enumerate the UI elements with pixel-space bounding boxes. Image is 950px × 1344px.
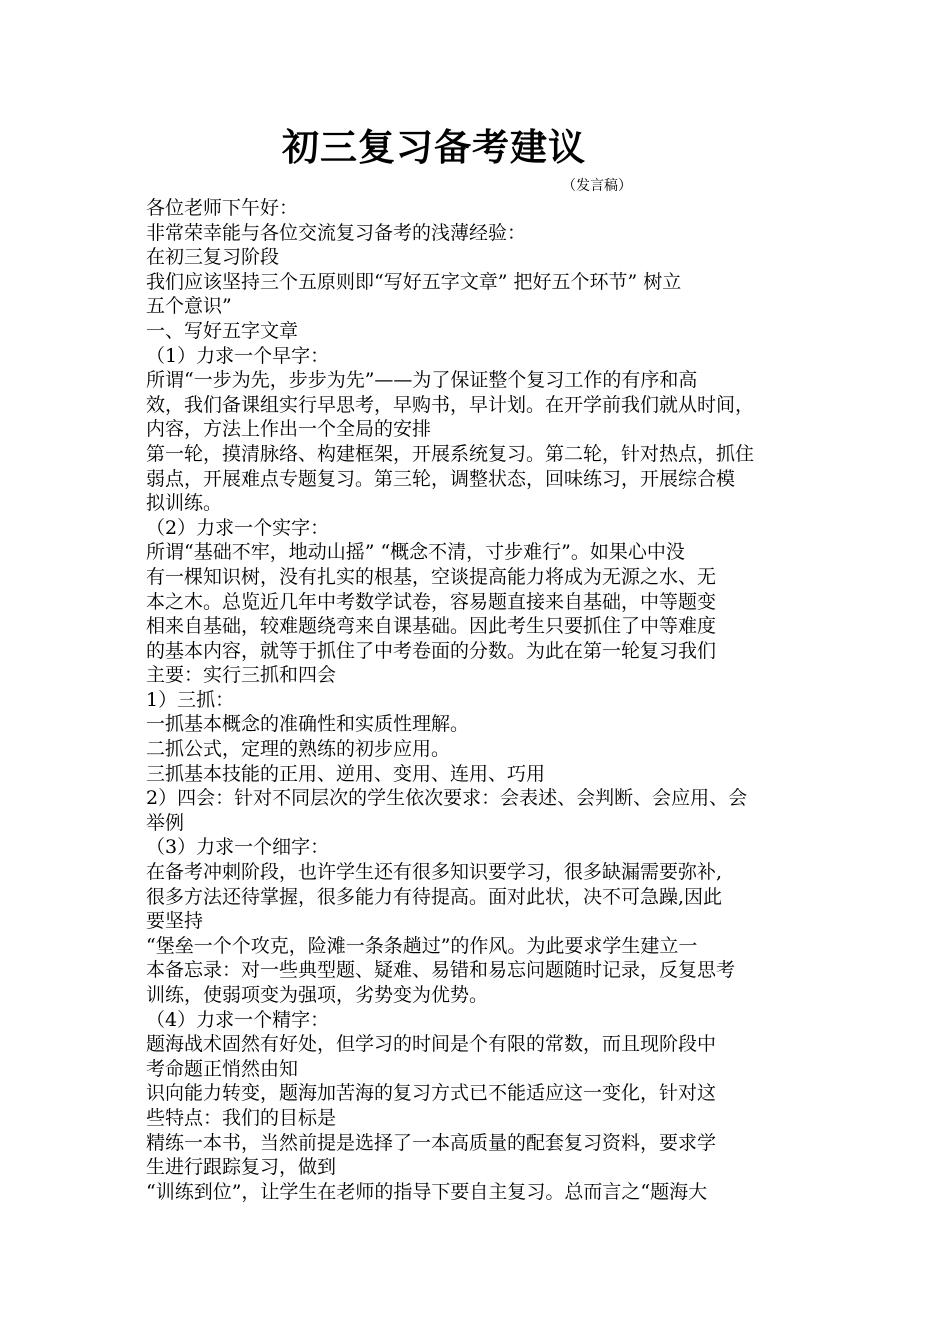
text-line: 拟训练。 (146, 492, 223, 515)
text-line: 要坚持 (146, 910, 204, 933)
text-line: 训练，使弱项变为强项，劣势变为优势。 (146, 984, 489, 1006)
text-line: 精练一本书，当然前提是选择了一本高质量的配套复习资料，要求学 (146, 1131, 717, 1154)
document-title: 初三复习备考建议 (282, 126, 586, 169)
text-line: 很多方法还待掌握，很多能力有待提高。面对此状，决不可急躁,因此 (146, 885, 723, 908)
text-line: 各位老师下午好： (146, 197, 299, 219)
text-line: 本之木。总览近几年中考数学试卷，容易题直接来自基础，中等题变 (146, 590, 717, 613)
document-body (146, 196, 810, 1204)
text-line: 五个意识” (146, 295, 232, 318)
text-line: 2）四会：针对不同层次的学生依次要求：会表述、会判断、会应用、会 (146, 787, 748, 810)
text-line: 弱点，开展难点专题复习。第三轮，调整状态，回味练习，开展综合模 (146, 467, 736, 490)
text-line: （3）力求一个细字： (146, 836, 330, 859)
text-line: 效，我们备课组实行早思考，早购书，早计划。在开学前我们就从时间， (146, 393, 755, 416)
text-line: 的基本内容，就等于抓住了中考卷面的分数。为此在第一轮复习我们 (146, 639, 717, 662)
text-line: 内容，方法上作出一个全局的安排 (146, 418, 432, 441)
text-line: “堡垒一个个攻克，险滩一条条趟过”的作风。为此要求学生建立一 (146, 934, 698, 957)
text-line: （2）力求一个实字： (146, 516, 330, 539)
text-line: 二抓公式，定理的熟练的初步应用。 (146, 738, 451, 761)
text-line: 有一棵知识树，没有扎实的根基，空谈提高能力将成为无源之水、无 (146, 565, 717, 588)
text-line: 考命题正悄然由知 (146, 1057, 299, 1080)
text-line: 举例 (146, 811, 185, 834)
text-line: （1）力求一个早字： (146, 344, 330, 367)
text-line: （4）力求一个精字： (146, 1008, 330, 1031)
text-line: 所谓“基础不牢，地动山摇” “概念不清，寸步难行”。如果心中没 (146, 541, 685, 564)
text-line: 本备忘录：对一些典型题、疑难、易错和易忘问题随时记录，反复思考 (146, 959, 736, 982)
text-line: 所谓“一步为先，步步为先”——为了保证整个复习工作的有序和高 (146, 369, 698, 392)
text-line: 主要：实行三抓和四会 (146, 664, 337, 687)
text-line: 题海战术固然有好处，但学习的时间是个有限的常数，而且现阶段中 (146, 1033, 717, 1056)
text-line: 我们应该坚持三个五原则即“写好五字文章” 把好五个环节” 树立 (146, 270, 682, 293)
text-line: 生进行跟踪复习，做到 (146, 1156, 337, 1179)
text-line: 第一轮，摸清脉络、构建框架，开展系统复习。第二轮，针对热点，抓住 (146, 442, 755, 465)
text-line: 在备考冲刺阶段，也许学生还有很多知识要学习，很多缺漏需要弥补, (146, 861, 723, 884)
text-line: 一、写好五字文章 (146, 319, 299, 342)
text-line: 非常荣幸能与各位交流复习备考的浅薄经验： (146, 221, 527, 244)
text-line: 在初三复习阶段 (146, 246, 280, 269)
text-line: 三抓基本技能的正用、逆用、变用、连用、巧用 (146, 762, 546, 785)
text-line: 相来自基础，较难题绕弯来自课基础。因此考生只要抓住了中等难度 (146, 615, 717, 638)
text-line: 识向能力转变，题海加苦海的复习方式已不能适应这一变化，针对这 (146, 1082, 717, 1105)
text-line: “训练到位”，让学生在老师的指导下要自主复习。总而言之“题海大 (146, 1180, 708, 1203)
text-line: 一抓基本概念的准确性和实质性理解。 (146, 713, 470, 736)
text-line: 些特点：我们的目标是 (146, 1106, 337, 1129)
document-subtitle: （发言稿） (562, 178, 632, 194)
text-line: 1）三抓： (146, 688, 235, 711)
